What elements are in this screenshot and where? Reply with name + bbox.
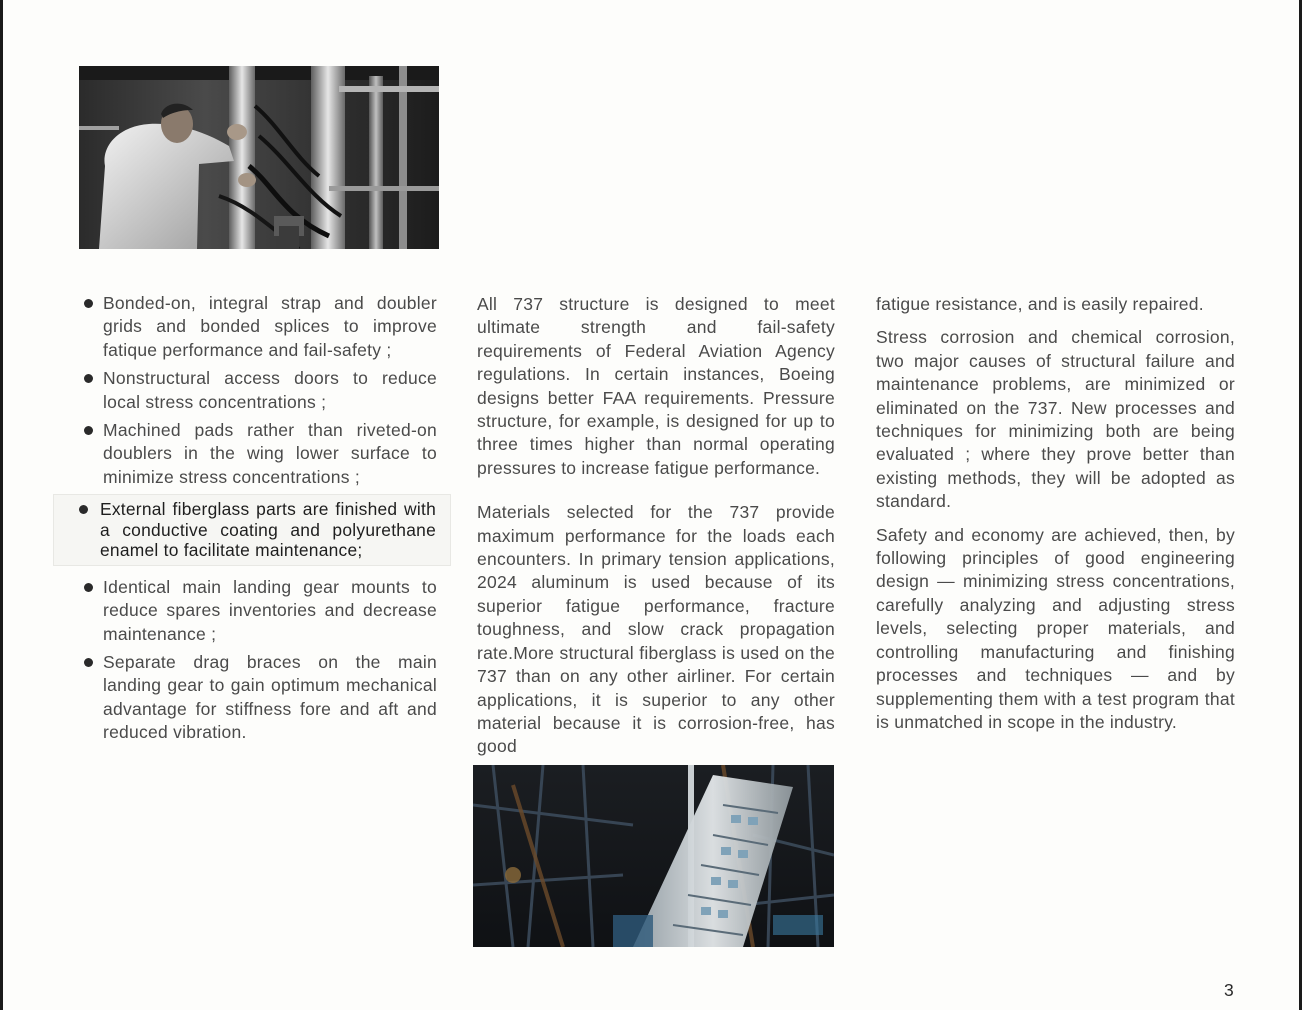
bullet-dot-icon [79, 505, 88, 514]
list-item [81, 419, 437, 489]
scan-edge-left [0, 0, 3, 1010]
list-item-pasted-correction [53, 494, 451, 566]
column-middle [477, 293, 835, 759]
bullet-text: Bonded-on, integral strap and doubler grids and bonded splices to improve fatique performance and fail-safety ; [103, 293, 437, 360]
list-item [81, 292, 437, 362]
paragraph-materials: Materials selected for the 737 provide maximum performance for the loads each encounters. In primary tension applications, 2024 aluminum is used because of its superior fatigue performance, fracture toughness, and slow crack propagation rate.More structural fiberglass is used on the 737 than on any other airliner. For certain applications, it is superior to any other material because it is corrosion-free, has good [477, 502, 835, 757]
bullet-dot-icon [84, 374, 93, 383]
photo-technician-test-rig [79, 66, 439, 249]
paragraph-corrosion: Stress corrosion and chemical corrosion, two major causes of structural failure and maintenance problems, are minimized or eliminated on the 737. New processes and techniques for minimizing both are being evaluated ; where they prove better than existing methods, they will be adopted as standard. [876, 327, 1235, 512]
bullet-text: Separate drag braces on the main landing gear to gain optimum mechanical advantage for stiffness fore and aft and reduced vibration. [103, 651, 437, 743]
page-number: 3 [1224, 980, 1234, 1000]
bullet-text: Machined pads rather than riveted-on doublers in the wing lower surface to minimize stress concentrations ; [103, 420, 437, 487]
bullet-text: Nonstructural access doors to reduce local stress concentrations ; [103, 368, 437, 412]
list-item [81, 576, 437, 646]
paragraph-safety-economy: Safety and economy are achieved, then, by following principles of good engineering design — minimizing stress concentrations, carefully analyzing and adjusting stress levels, selecting proper materials, and controlling manufacturing and finishing processes and techniques — and by supplementing them with a test program that is unmatched in scope in the industry. [876, 524, 1235, 732]
list-item [81, 651, 437, 745]
paragraph-continuation: fatigue resistance, and is easily repaired. [876, 294, 1204, 314]
bullet-dot-icon [84, 299, 93, 308]
bullet-dot-icon [84, 583, 93, 592]
feature-bullet-list [81, 292, 437, 745]
column-bullets [81, 292, 437, 750]
column-right [876, 293, 1235, 744]
bullet-text: External fiberglass parts are finished with a conductive coating and polyurethane enamel to facilitate maintenance; [100, 499, 436, 561]
list-item [81, 367, 437, 414]
paragraph-structure-design: All 737 structure is designed to meet ultimate strength and fail-safety requirements of Federal Aviation Agency regulations. In certain instances, Boeing designs better FAA requirements. Pressure structure, for example, is designed for up to three times higher than normal operating pressures to increase fatigue performance. [477, 294, 835, 478]
bullet-dot-icon [84, 658, 93, 667]
photo-fuselage-test-fixture [473, 765, 834, 947]
bullet-text: Identical main landing gear mounts to reduce spares inventories and decrease maintenance ; [103, 576, 437, 644]
bullet-dot-icon [84, 426, 93, 435]
